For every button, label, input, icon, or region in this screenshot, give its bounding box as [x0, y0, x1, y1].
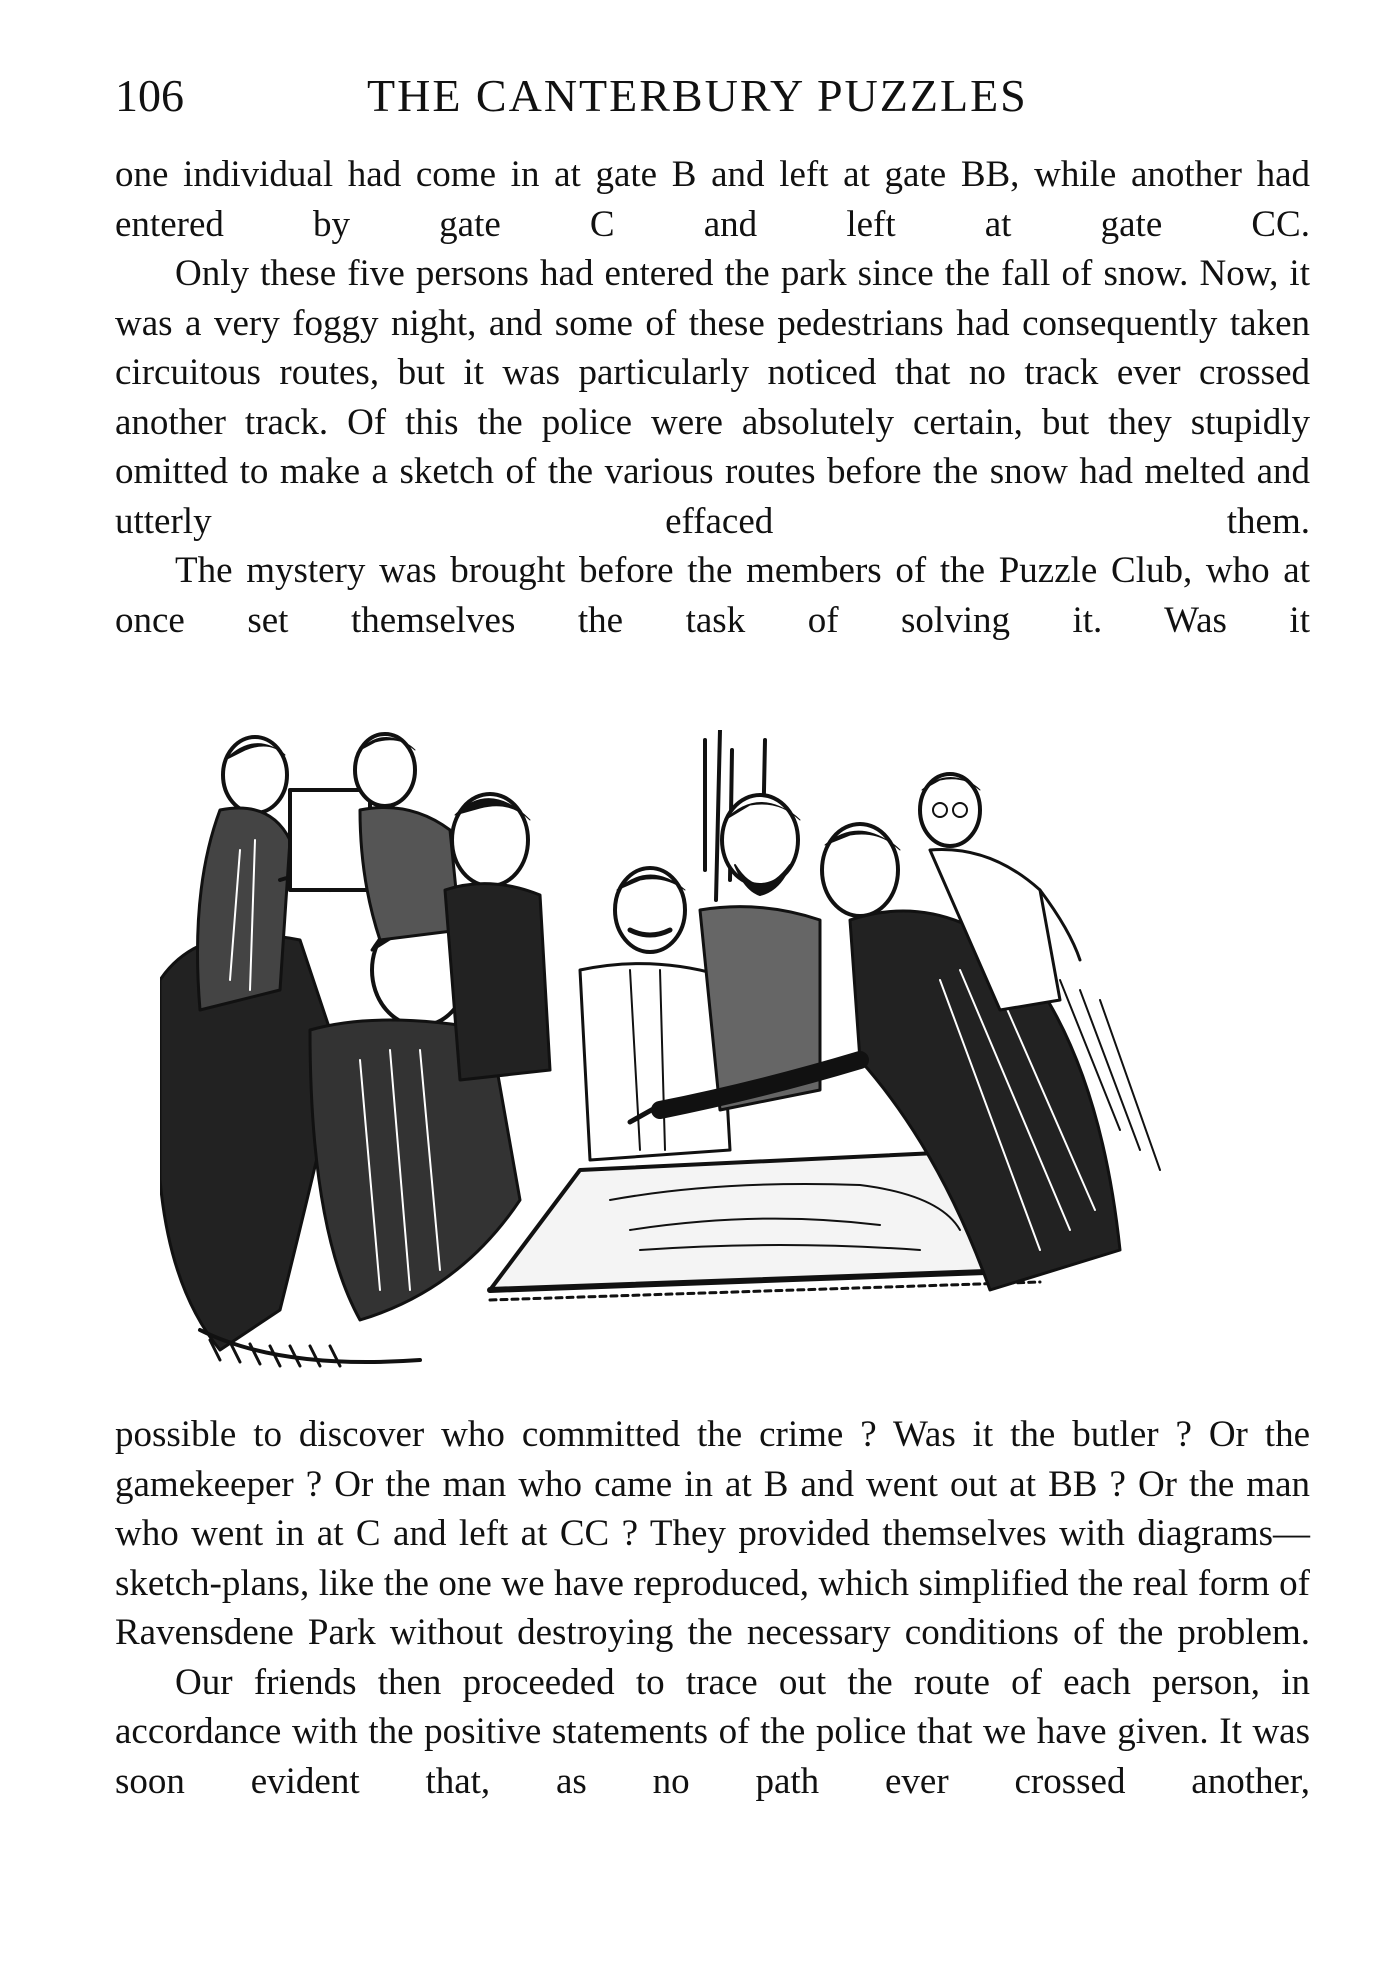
text-block-bottom: [115, 1410, 1310, 1806]
running-title: THE CANTERBURY PUZZLES: [367, 70, 1028, 121]
text-block-top: [115, 150, 1310, 645]
paragraph-possible-to-discover: possible to discover who committed the crime ? Was it the butler ? Or the gamekeeper ? Or the man who came in at B and went out at BB ? Or the man who went in at C and left at CC ? They provided themselves with diagrams—sketch-plans, like the one we have reproduced, which simplified the real form of Ravensdene Park without destroying the necessary conditions of the problem.: [115, 1414, 1310, 1653]
running-head: [115, 66, 1315, 126]
paragraph-our-friends: Our friends then proceeded to trace out the route of each person, in accordance with the positive statements of the police that we have given. It was soon evident that, as no path ever crossed another,: [115, 1661, 1310, 1802]
page-number: 106: [115, 70, 184, 121]
engraving-men-around-table-icon: [160, 730, 1310, 1380]
paragraph-five-persons: Only these five persons had entered the park since the fall of snow. Now, it was a very foggy night, and some of these pedestrians had consequently taken circuitous routes, but it was particularly noticed that no track ever crossed another track. Of this the police were absolutely certain, but they stupidly omitted to make a sketch of the various routes before the snow had melted and utterly effaced them.: [115, 253, 1310, 542]
illustration: [160, 730, 1310, 1380]
paragraph-puzzle-club: The mystery was brought before the members of the Puzzle Club, who at once set themselves the task of solving it. Was it: [115, 550, 1310, 641]
paragraph-continuation: one individual had come in at gate B and left at gate BB, while another had entered by gate C and left at gate CC.: [115, 154, 1310, 245]
